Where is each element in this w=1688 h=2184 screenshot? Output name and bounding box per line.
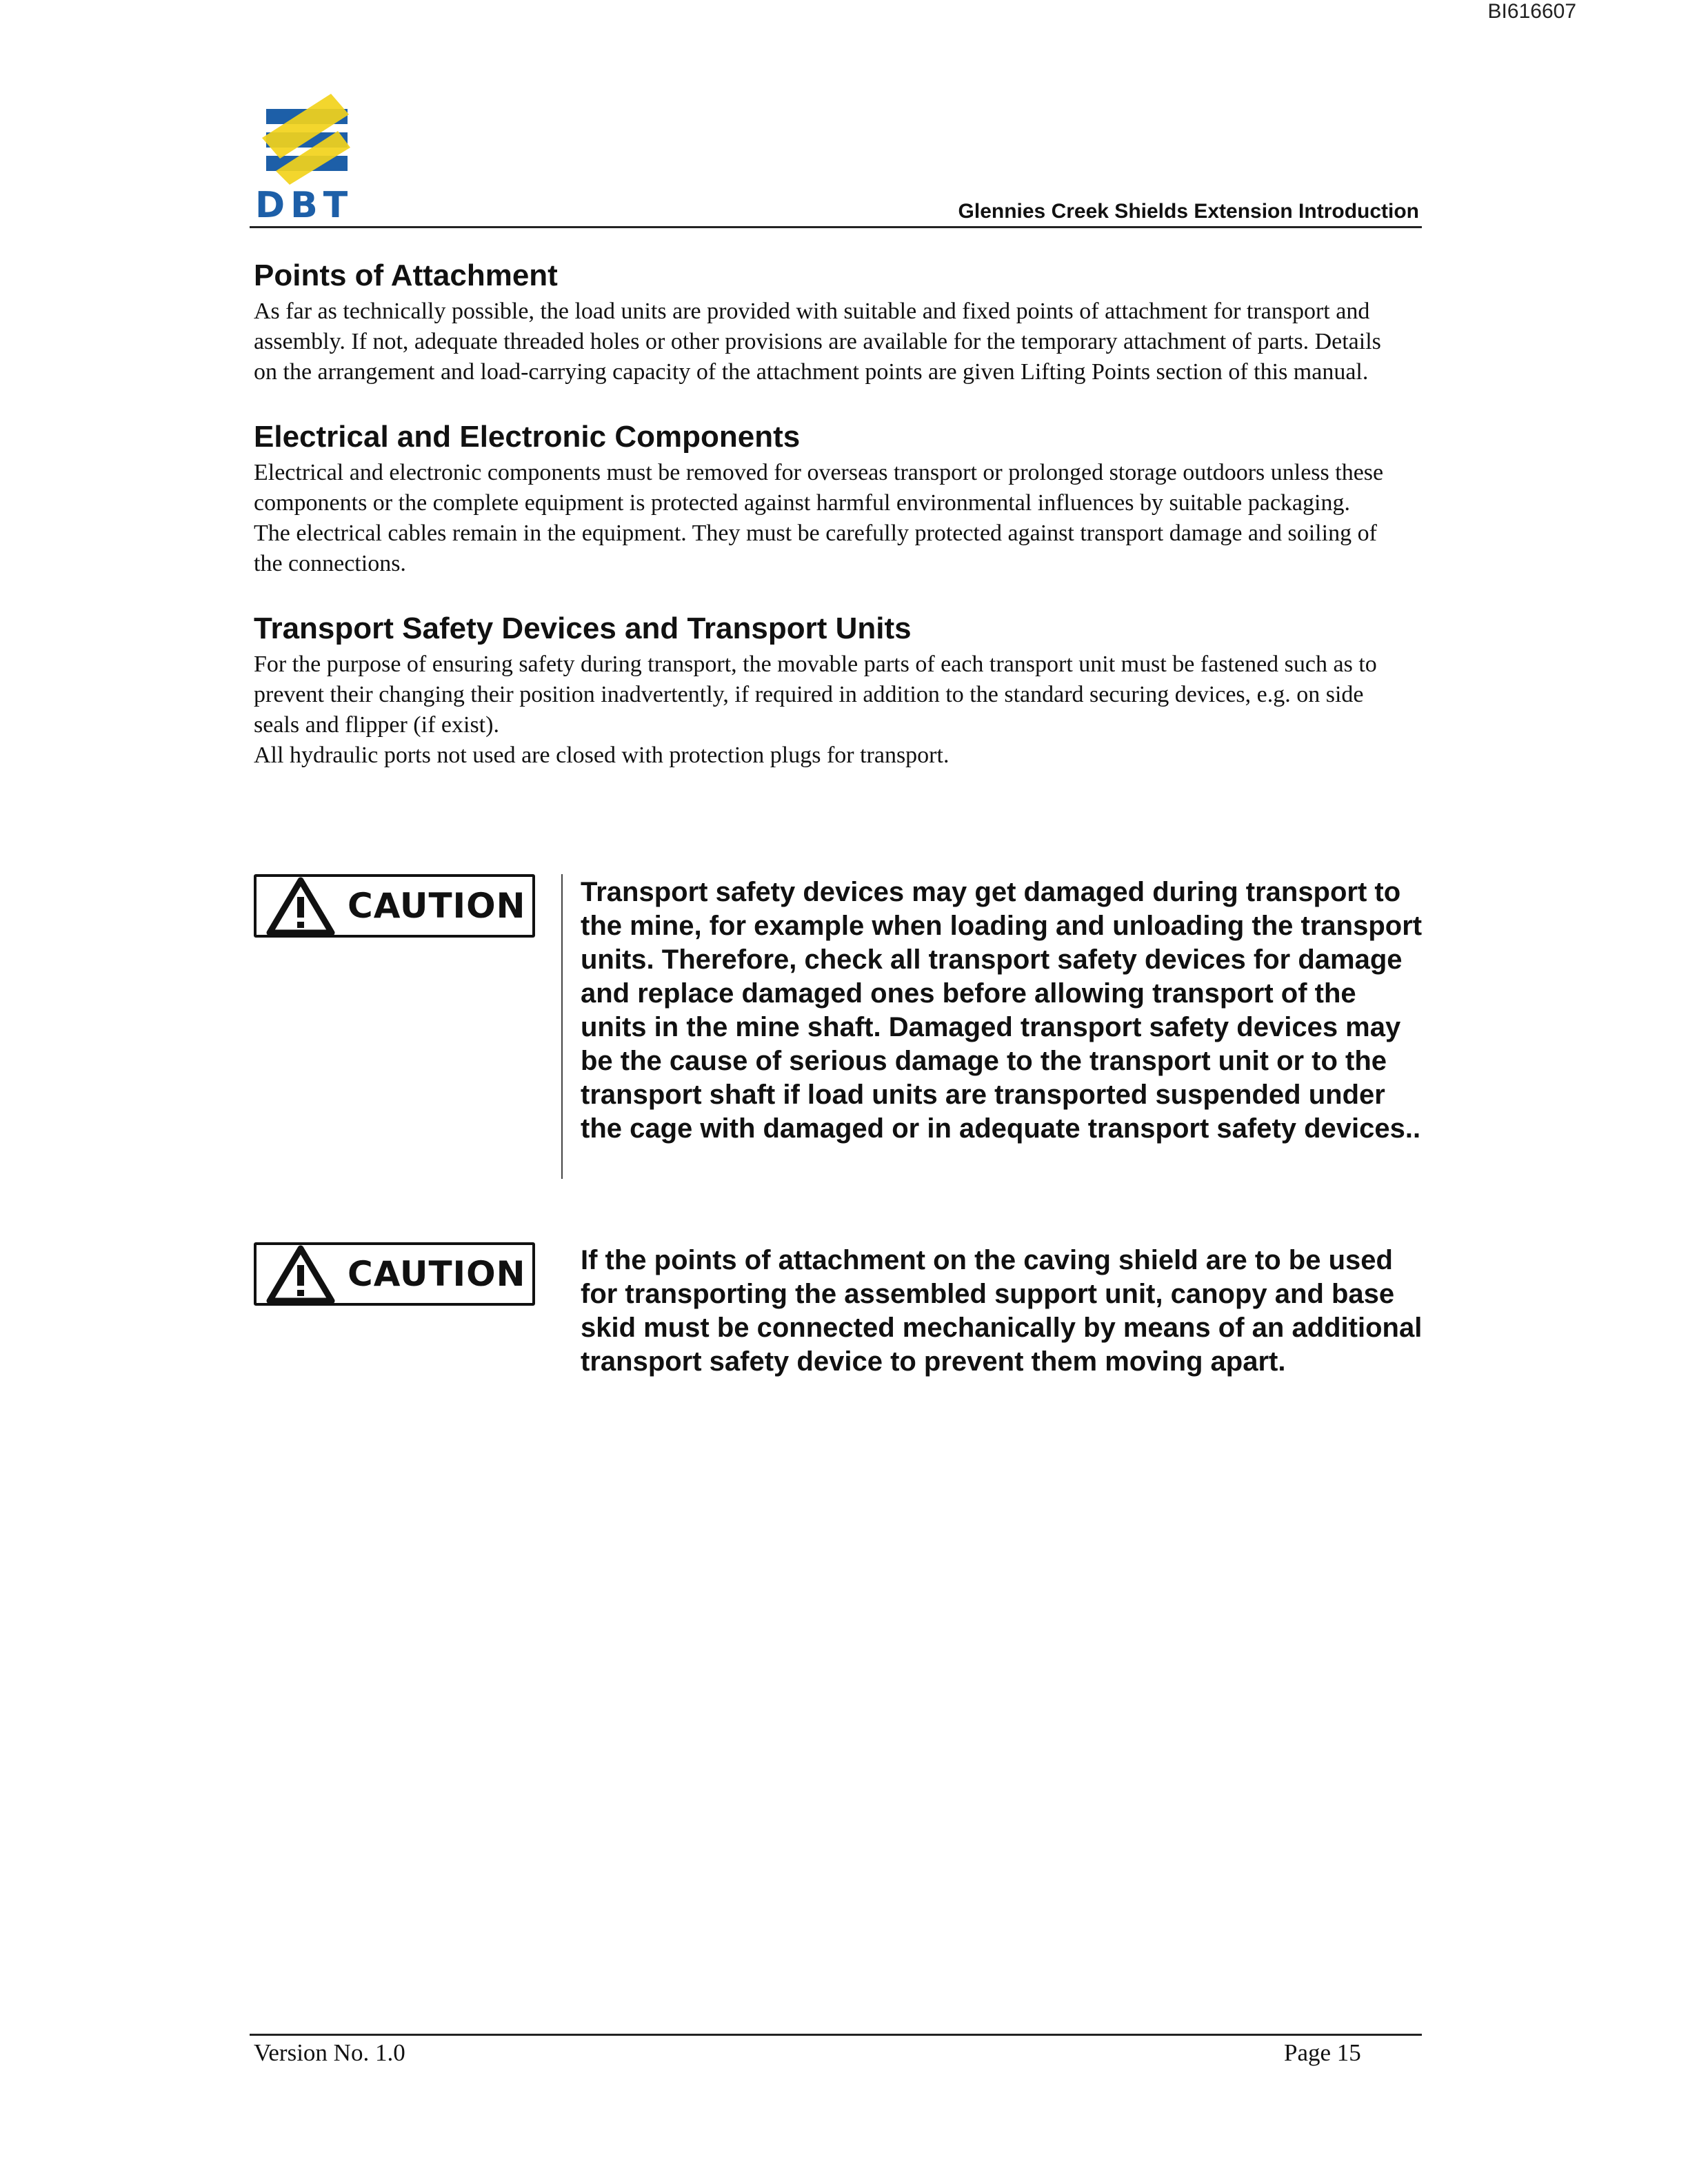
- header-title: Glennies Creek Shields Extension Introduction: [958, 200, 1419, 223]
- page-content: [254, 255, 1391, 800]
- section-heading: Points of Attachment: [254, 259, 558, 292]
- caution-text: Transport safety devices may get damaged during transport to the mine, for example when loading and unloading the transport units. Therefore, check all transport safety devices for damage and replace damaged ones before allowing transport of the units in the mine shaft. Damaged transport safety devices may be the cause of serious damage to the transport unit or to the transport shaft if load units are transported suspended under the cage with damaged or in adequate transport safety devices..: [581, 877, 1423, 1144]
- caution-label: CAUTION: [348, 886, 526, 926]
- caution-block: [254, 874, 1426, 1184]
- logo-text: DBT: [255, 185, 354, 226]
- section-paragraph: As far as technically possible, the load units are provided with suitable and fixed points of attachment for transport and assembly. If not, adequate threaded holes or other provisions are available for the temporary attachment of parts. Details on the arrangement and load-carrying capacity of the attachment points are given Lifting Points section of this manual.: [254, 299, 1381, 385]
- caution-block: [254, 1242, 1426, 1422]
- section-paragraph: Electrical and electronic components must be removed for overseas transport or prolonged storage outdoors unless these components or the complete equipment is protected against harmful environmental influences by suitable packaging.: [254, 460, 1384, 516]
- section-paragraph: For the purpose of ensuring safety during transport, the movable parts of each transport unit must be fastened such as to prevent their changing their position inadvertently, if required in addition to the standard securing devices, e.g. on side seals and flipper (if exist).: [254, 651, 1377, 738]
- document-id: BI616607: [1487, 0, 1576, 23]
- caution-divider: [561, 874, 563, 1179]
- section-heading: Transport Safety Devices and Transport Units: [254, 611, 912, 645]
- logo-mark-icon: [255, 90, 359, 186]
- warning-triangle-icon: [266, 876, 335, 936]
- section-paragraph: All hydraulic ports not used are closed with protection plugs for transport.: [254, 742, 950, 768]
- caution-badge: [254, 1242, 535, 1306]
- warning-triangle-icon: [266, 1244, 335, 1304]
- footer-page-number: Page 15: [1284, 2039, 1361, 2066]
- section-electrical-components: [254, 416, 1391, 579]
- section-transport-safety: [254, 608, 1391, 771]
- section-points-of-attachment: [254, 255, 1391, 387]
- section-paragraph: The electrical cables remain in the equipment. They must be carefully protected against transport damage and soiling of the connections.: [254, 520, 1377, 576]
- footer-version: Version No. 1.0: [254, 2039, 405, 2066]
- footer-divider: [250, 2034, 1422, 2036]
- caution-label: CAUTION: [348, 1254, 526, 1294]
- header-divider: [250, 226, 1422, 228]
- dbt-logo: [255, 90, 372, 228]
- caution-badge: [254, 874, 535, 938]
- caution-text: If the points of attachment on the caving shield are to be used for transporting the assembled support unit, canopy and base skid must be connected mechanically by means of an additional transport safety device to prevent them moving apart.: [581, 1245, 1423, 1377]
- section-heading: Electrical and Electronic Components: [254, 420, 801, 454]
